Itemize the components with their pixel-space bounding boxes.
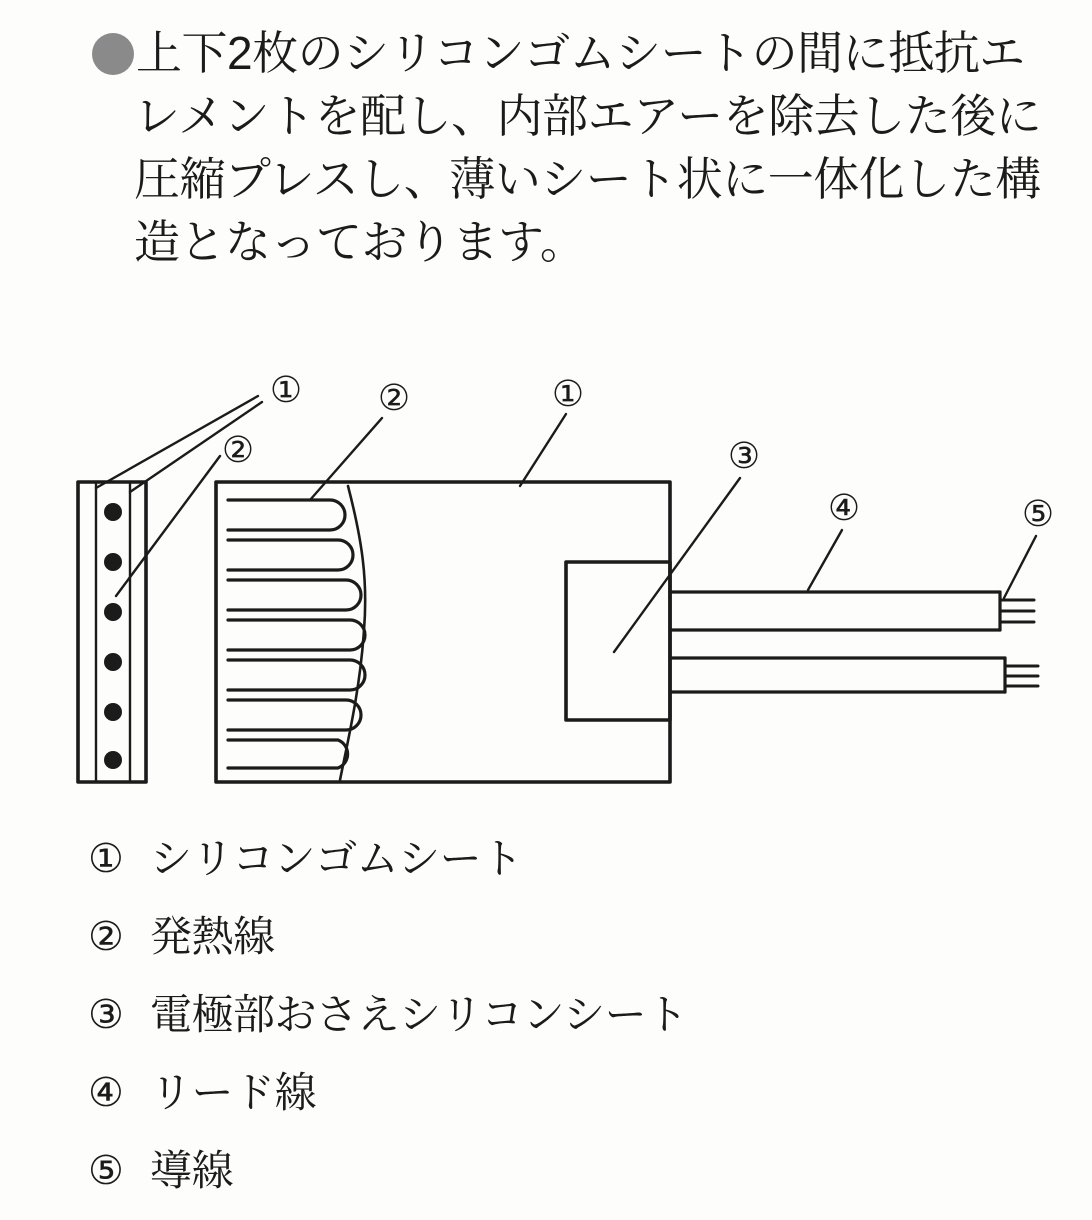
legend-item-3 xyxy=(88,976,1028,1054)
lead-wire-upper xyxy=(670,592,1000,630)
legend-number-1: ① xyxy=(88,837,124,881)
legend-label-2: 発熱線 xyxy=(150,912,275,960)
conductor-strands-upper xyxy=(1000,600,1034,622)
leader-line-2-top xyxy=(310,418,382,500)
description-line-2: レメントを配し、内部エアーを除去した後に xyxy=(134,90,1042,142)
cross-section-strip xyxy=(78,482,146,782)
legend-label-5: 導線 xyxy=(150,1146,234,1194)
legend-item-4 xyxy=(88,1054,1028,1132)
conductor-strands-lower xyxy=(1005,666,1038,686)
callout-1-left: ① xyxy=(269,369,303,410)
legend-item-2 xyxy=(88,898,1028,976)
cross-section-element-dots xyxy=(104,503,122,769)
lead-wire-lower xyxy=(670,658,1005,692)
leader-line-2-left xyxy=(116,456,220,596)
leader-line-4 xyxy=(808,530,842,590)
heating-element-serpentine xyxy=(228,486,365,780)
legend-number-3: ③ xyxy=(88,993,124,1037)
legend-label-4: リード線 xyxy=(150,1068,317,1116)
legend-label-1: シリコンゴムシート xyxy=(150,834,523,882)
callout-1-top: ① xyxy=(551,373,585,414)
legend-item-1 xyxy=(88,820,1028,898)
silicone-sheet-body xyxy=(216,482,670,782)
legend-number-4: ④ xyxy=(88,1071,124,1115)
description-line-4: 造となっております。 xyxy=(134,216,586,268)
callout-5: ⑤ xyxy=(1021,493,1055,534)
legend-item-5 xyxy=(88,1132,1028,1210)
legend-number-2: ② xyxy=(88,915,124,959)
callout-2-top: ② xyxy=(377,377,411,418)
electrode-press-sheet xyxy=(566,562,670,720)
callout-2-left: ② xyxy=(221,429,255,470)
heater-construction-diagram xyxy=(0,340,1092,810)
callout-4: ④ xyxy=(827,487,861,528)
filled-circle-bullet-icon xyxy=(92,33,134,75)
leader-line-1-top xyxy=(520,414,566,486)
description-line-1-text: 上下2枚のシリコンゴムシートの間に抵抗エ xyxy=(136,27,1025,79)
legend-number-5: ⑤ xyxy=(88,1149,124,1193)
leader-line-3 xyxy=(614,478,740,652)
description-line-1 xyxy=(92,22,1072,85)
description-line-3: 圧縮プレスし、薄いシート状に一体化した構 xyxy=(134,153,1041,205)
leader-line-5 xyxy=(1004,536,1036,598)
legend-list xyxy=(88,820,1028,1210)
callout-3: ③ xyxy=(727,435,761,476)
description-paragraph xyxy=(92,22,1072,274)
legend-label-3: 電極部おさえシリコンシート xyxy=(150,990,688,1038)
